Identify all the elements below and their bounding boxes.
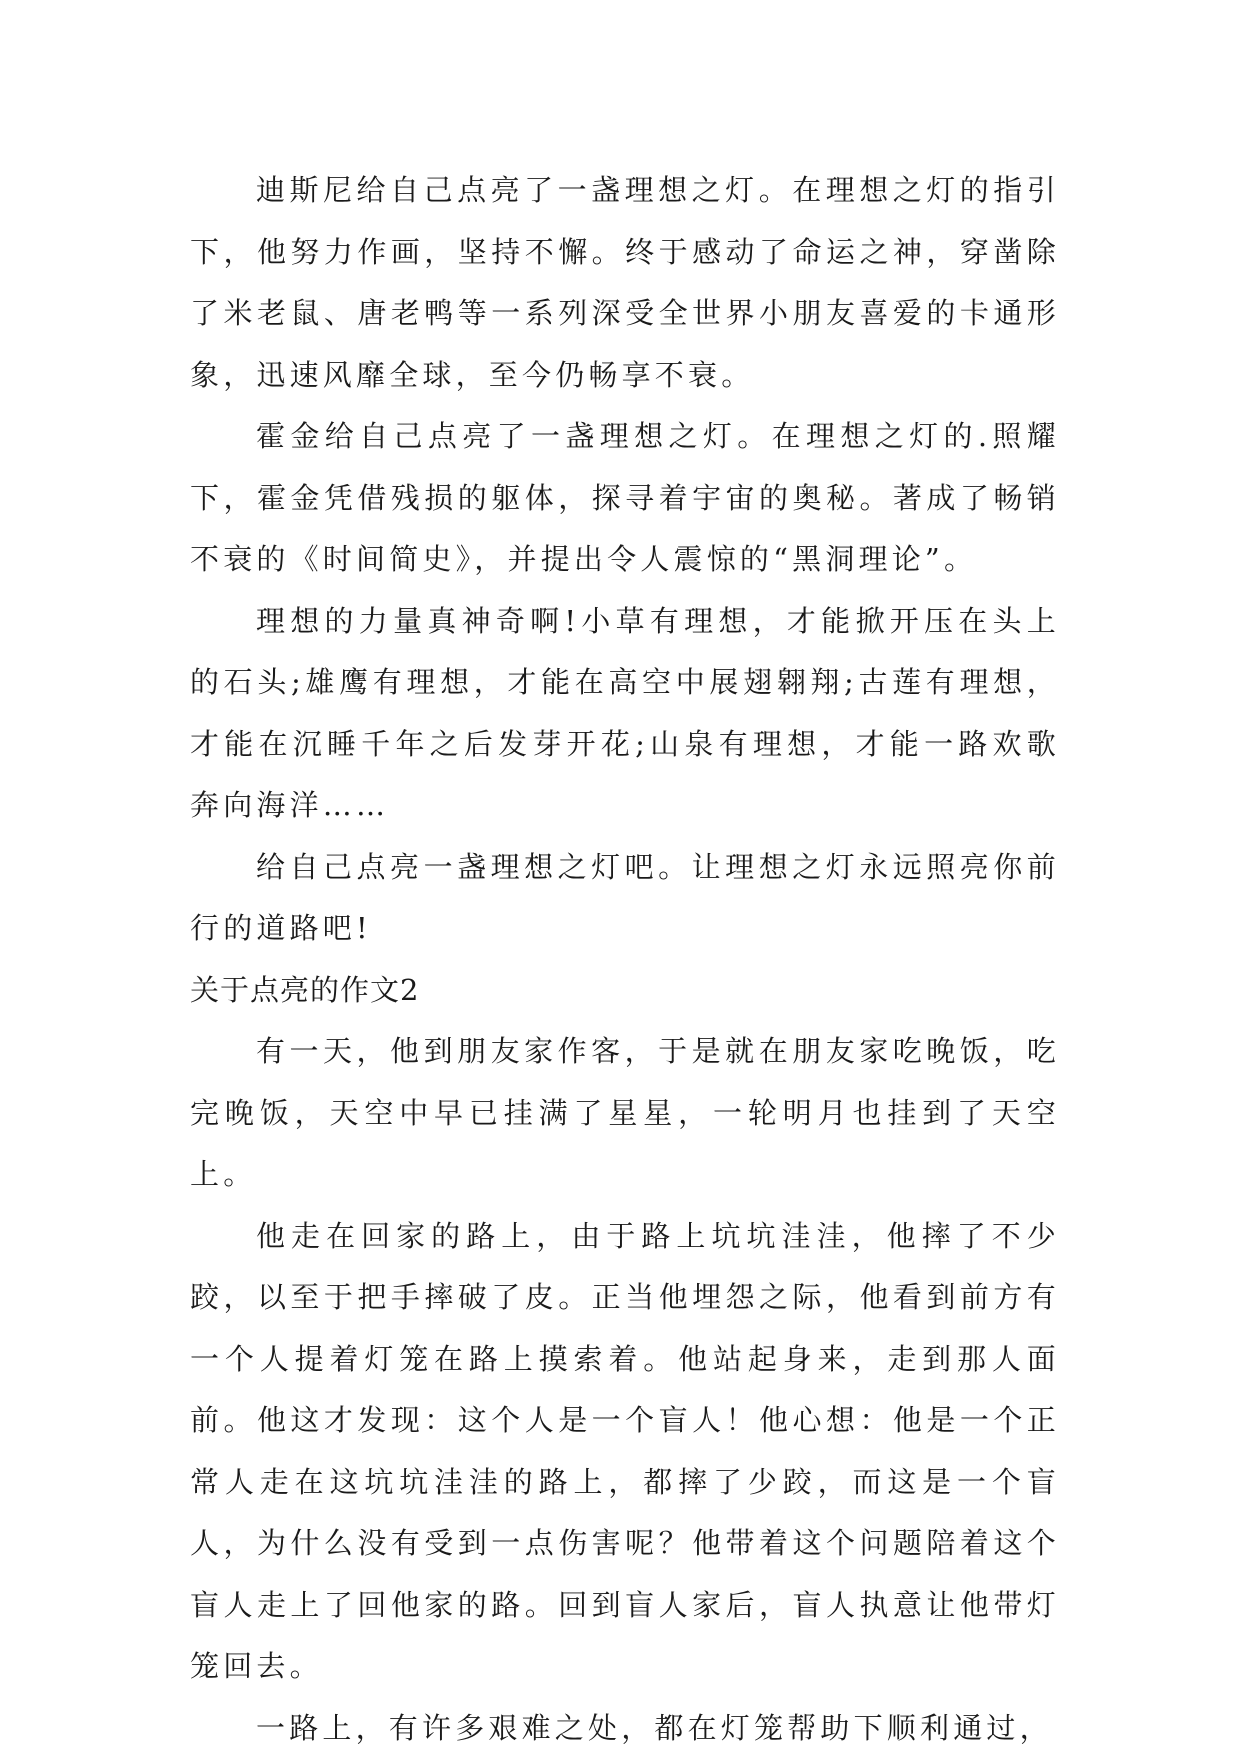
paragraph-light-the-lamp: 给自己点亮一盏理想之灯吧。让理想之灯永远照亮你前行的道路吧! <box>190 837 1060 960</box>
paragraph-blind-man: 他走在回家的路上，由于路上坑坑洼洼，他摔了不少跤，以至于把手摔破了皮。正当他埋怨之际，他看到前方有一个人提着灯笼在路上摸索着。他站起身来，走到那人面前。他这才发现：这个人是一个盲人！他心想：他是一个正常人走在这坑坑洼洼的路上，都摔了少跤，而这是一个盲人，为什么没有受到一点伤害呢？他带着这个问题陪着这个盲人走上了回他家的路。回到盲人家后，盲人执意让他带灯笼回去。 <box>190 1206 1060 1698</box>
paragraph-power-of-ideals: 理想的力量真神奇啊!小草有理想，才能掀开压在头上的石头;雄鹰有理想，才能在高空中展翅翱翔;古莲有理想，才能在沉睡千年之后发芽开花;山泉有理想，才能一路欢歌奔向海洋…… <box>190 591 1060 837</box>
document-body <box>190 160 1060 1759</box>
paragraph-disney: 迪斯尼给自己点亮了一盏理想之灯。在理想之灯的指引下，他努力作画，坚持不懈。终于感动了命运之神，穿凿除了米老鼠、唐老鸭等一系列深受全世界小朋友喜爱的卡通形象，迅速风靡全球，至今仍畅享不衰。 <box>190 160 1060 406</box>
essay-heading: 关于点亮的作文2 <box>190 960 1060 1022</box>
paragraph-hawking: 霍金给自己点亮了一盏理想之灯。在理想之灯的.照耀下，霍金凭借残损的躯体，探寻着宇宙的奥秘。著成了畅销不衰的《时间简史》，并提出令人震惊的“黑洞理论”。 <box>190 406 1060 591</box>
paragraph-visit-friend: 有一天，他到朋友家作客，于是就在朋友家吃晚饭，吃完晚饭，天空中早已挂满了星星，一轮明月也挂到了天空上。 <box>190 1021 1060 1206</box>
paragraph-on-the-way: 一路上，有许多艰难之处，都在灯笼帮助下顺利通过， <box>190 1698 1060 1759</box>
